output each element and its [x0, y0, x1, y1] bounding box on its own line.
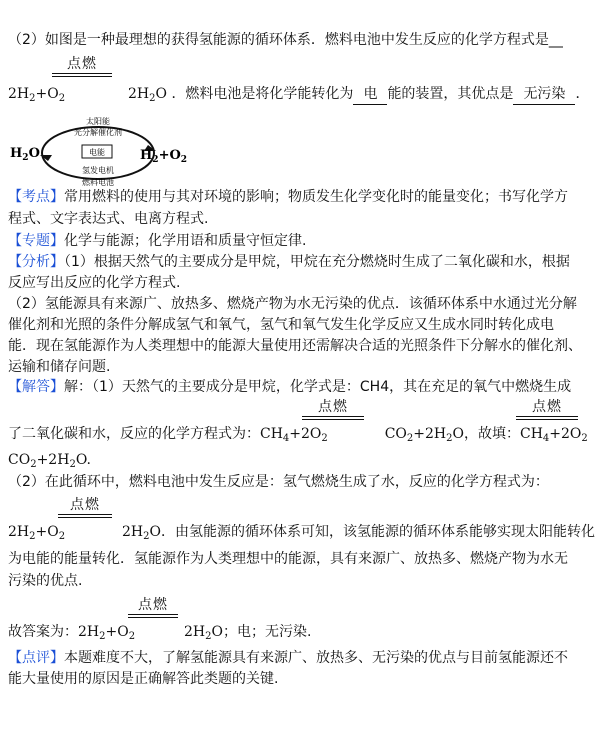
question-text-middle: ．燃料电池是将化学能转化为: [171, 86, 354, 102]
equation-left: $2H_2+O_2$: [8, 86, 66, 104]
kaodian-label: 【考点】: [8, 189, 64, 205]
right-label: $H_2+O_2$: [140, 148, 188, 165]
condition-5-text: 点燃: [138, 597, 168, 613]
question-text: （2）如图是一种最理想的获得氢能源的循环体系．燃料电池中发生反应的化学方程式是: [8, 32, 549, 48]
condition-4-bar: [58, 514, 112, 518]
condition-2-bar: [302, 416, 364, 420]
dianping-label: 【点评】: [8, 650, 64, 666]
dianping-line-2: [8, 669, 278, 689]
final-left: 故答案为：$2H_2+O_2$: [8, 624, 136, 642]
dianping-line-1: [8, 648, 568, 668]
fenxi-label: 【分析】: [8, 254, 64, 270]
condition-5-bar: [128, 614, 178, 618]
kaodian-line-1: [8, 187, 568, 207]
kaodian-text-2: 程式、文字表达式、电离方程式.: [8, 211, 209, 227]
arrow-left-icon: [40, 155, 52, 161]
condition-3-bar: [516, 416, 578, 420]
jieda-line-7: [8, 571, 82, 591]
reaction-condition: [52, 55, 112, 77]
fenxi-text-2: 反应写出反应的化学方程式.: [8, 275, 181, 291]
top-label-2: 光分解催化剂: [74, 128, 122, 137]
fenxi-line-6: [8, 357, 110, 377]
jieda-text-7: 污染的优点.: [8, 573, 83, 589]
question-text-after: 能的装置，其优点是: [387, 86, 514, 102]
jieda-text-6: 为电能的能量转化．氢能源作为人类理想中的能源，具有来源广、放热多、燃烧产物为水无: [8, 551, 568, 567]
jieda-line-4: [8, 472, 549, 492]
condition-2-text: 点燃: [318, 399, 348, 415]
jieda-text-3: $CO_2+2H_2O$.: [8, 452, 91, 470]
fenxi-line-2: [8, 273, 180, 293]
blank: __: [548, 32, 563, 48]
condition-3-text: 点燃: [532, 399, 562, 415]
condition-4-text: 点燃: [70, 497, 100, 513]
final-right: $2H_2O$；电；无污染.: [184, 624, 312, 642]
condition-4: [58, 496, 112, 518]
zhuanti-line: [8, 231, 306, 251]
period: ．: [575, 86, 590, 102]
answer-1: 电: [353, 84, 387, 105]
condition-3: [516, 398, 578, 420]
center-label: 电能: [89, 148, 105, 157]
final-answer-line: [8, 622, 311, 647]
kaodian-text-1: 常用燃料的使用与其对环境的影响；物质发生化学变化时的能量变化；书写化学方: [64, 189, 568, 205]
jieda-text-2b: $CO_2+2H_2O$，故填：$CH_4+2O_2$: [384, 426, 588, 444]
bottom-label-1: 氢发电机: [82, 166, 114, 175]
eq2-left: $2H_2+O_2$: [8, 524, 66, 542]
fenxi-text-4: 催化剂和光照的条件分解成氢气和氧气，氢气和氧气发生化学反应又生成水同时转化成电: [8, 317, 554, 333]
jieda-label: 【解答】: [8, 379, 64, 395]
zhuanti-text: 化学与能源；化学用语和质量守恒定律.: [64, 233, 307, 249]
jieda-text-4: （2）在此循环中，燃料电池中发生反应是：氢气燃烧生成了水，反应的化学方程式为：: [8, 474, 549, 490]
question-line-1: [8, 30, 563, 50]
fenxi-text-6: 运输和储存问题.: [8, 359, 111, 375]
jieda-text-2a: 了二氧化碳和水，反应的化学方程式为：$CH_4+2O_2$: [8, 426, 328, 444]
equation-right: $2H_2O$: [128, 86, 167, 104]
fenxi-line-3: [8, 294, 577, 314]
condition-2: [302, 398, 364, 420]
question-line-2: [8, 84, 589, 109]
jieda-line-1: [8, 377, 571, 397]
fenxi-line-1: [8, 252, 570, 272]
fenxi-line-5: [8, 336, 582, 356]
condition-5: [128, 596, 178, 618]
top-label-1: 太阳能: [86, 117, 110, 126]
zhuanti-label: 【专题】: [8, 233, 64, 249]
jieda-line-2: [8, 424, 588, 449]
eq2-right: $2H_2O$．由氢能源的循环体系可知，该氢能源的循环体系能够实现太阳能转化: [122, 524, 595, 542]
cycle-diagram: [8, 115, 196, 191]
kaodian-line-2: [8, 209, 208, 229]
answer-2: 无污染: [513, 84, 575, 105]
condition-bar: [52, 73, 112, 77]
bottom-label-2: 燃料电池: [82, 178, 114, 187]
jieda-line-6: [8, 549, 568, 569]
jieda-line-5: [8, 522, 595, 547]
dianping-text-1: 本题难度不大，了解氢能源具有来源广、放热多、无污染的优点与目前氢能源还不: [64, 650, 568, 666]
fenxi-text-5: 能．现在氢能源作为人类理想中的能源大量使用还需解决合适的光照条件下分解水的催化剂、: [8, 338, 582, 354]
fenxi-text-1: （1）根据天然气的主要成分是甲烷，甲烷在充分燃烧时生成了二氧化碳和水，根据: [64, 254, 570, 270]
left-label: $H_2O$: [10, 146, 40, 163]
fenxi-line-4: [8, 315, 554, 335]
fenxi-text-3: （2）氢能源具有来源广、放热多、燃烧产物为水无污染的优点．该循环体系中水通过光分解: [8, 296, 577, 312]
jieda-text-1: 解：（1）天然气的主要成分是甲烷，化学式是：CH4，其在充足的氧气中燃烧生成: [64, 379, 572, 395]
condition-text: 点燃: [67, 56, 97, 72]
dianping-text-2: 能大量使用的原因是正确解答此类题的关键.: [8, 671, 279, 687]
